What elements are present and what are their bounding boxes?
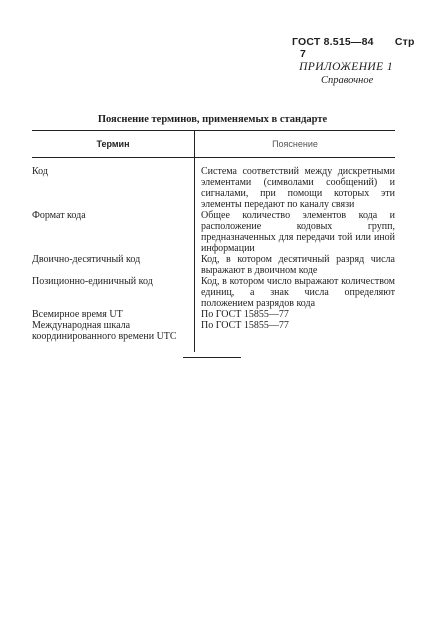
term-cell: Позиционно-единичный код <box>32 276 195 309</box>
table-row <box>32 210 395 254</box>
term-cell: Двоично-десятичный код <box>32 254 195 276</box>
term-cell: Всемирное время UT <box>32 309 195 320</box>
end-divider <box>183 357 241 358</box>
appendix-subtitle: Справочное <box>321 75 374 86</box>
explanation-cell: По ГОСТ 15855—77 <box>201 309 289 320</box>
table-header-row <box>32 131 395 158</box>
table-row <box>32 276 395 309</box>
explanation-cell: По ГОСТ 15855—77 <box>201 320 289 331</box>
explanation-cell: Система соответствий между дискретными элементами (символами сообщений) и сигналами, при помощи которых эти элементы передают по каналу связи <box>201 166 395 210</box>
page-header <box>292 36 425 60</box>
explanation-cell: Код, в котором десятичный разряд числа выражают в двоичном коде <box>201 254 395 276</box>
column-header-explanation: Пояснение <box>195 131 396 158</box>
appendix-title: ПРИЛОЖЕНИЕ 1 <box>299 61 393 73</box>
table-row <box>32 309 395 320</box>
explanation-cell: Общее количество элементов кода и расположение кодовых групп, предназначенных для передачи той или иной информации <box>201 210 395 254</box>
terms-table <box>32 130 395 352</box>
table-row <box>32 320 395 352</box>
standard-number: ГОСТ 8.515—84 <box>292 36 374 48</box>
column-header-term: Термин <box>32 131 195 158</box>
table-row <box>32 254 395 276</box>
table-row <box>32 158 395 211</box>
explanation-cell: Код, в котором число выражают количеством единиц, а знак числа определяют положением разрядов кода <box>201 276 395 309</box>
term-cell: Международная шкала координированного времени UTC <box>32 320 195 352</box>
term-cell: Код <box>32 158 195 211</box>
page-label: Стр <box>394 36 415 48</box>
page-number: 7 <box>300 48 307 60</box>
table-caption: Пояснение терминов, применяемых в стандарте <box>97 114 328 125</box>
term-cell: Формат кода <box>32 210 195 254</box>
